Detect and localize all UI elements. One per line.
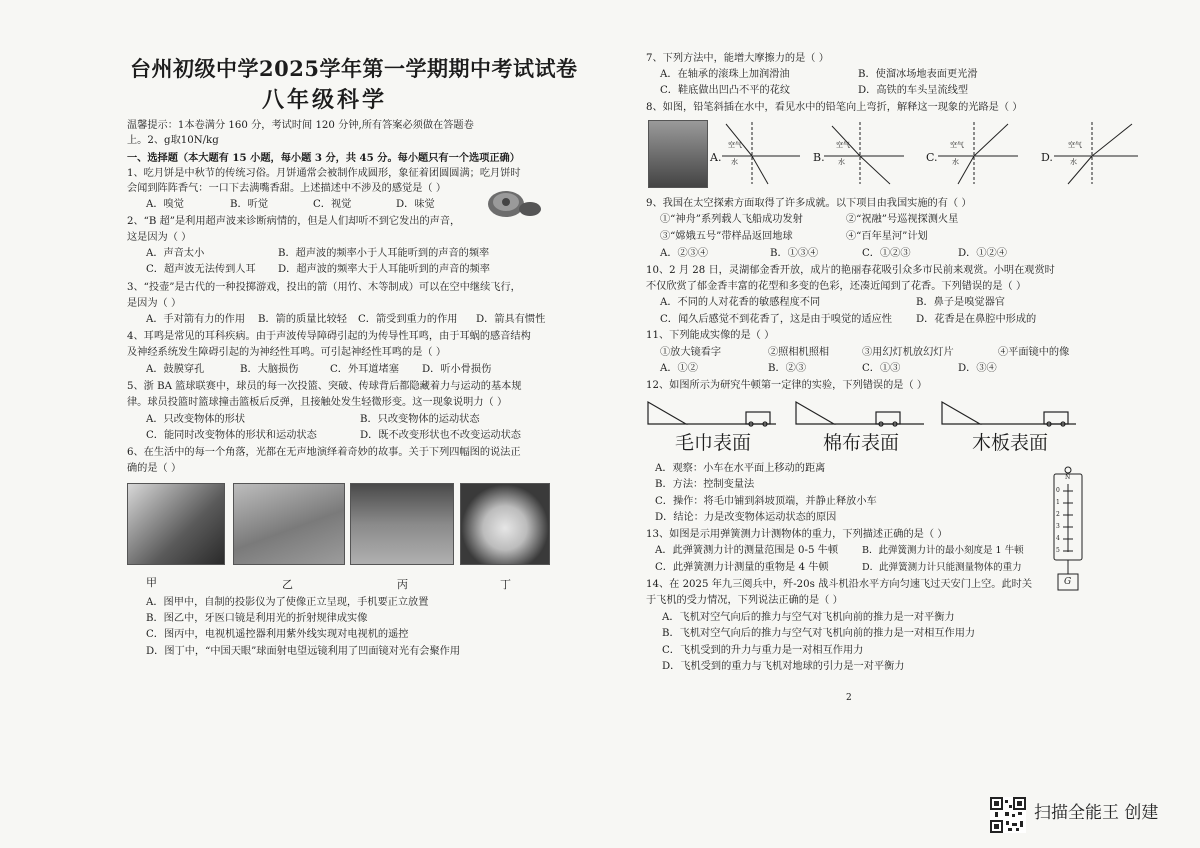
q6-option-b: B．图乙中，牙医口镜是利用光的折射规律成实像 bbox=[146, 613, 368, 624]
q12-option-a: A．观察：小车在水平面上移动的距离 bbox=[655, 463, 826, 474]
scale-tick-5: 5 bbox=[1056, 547, 1060, 554]
q9-option-a: A．②③④ bbox=[660, 248, 709, 259]
q13-option-d: D．此弹簧测力计只能测量物体的重力 bbox=[862, 562, 1022, 573]
q7-option-c: C．鞋底做出凹凸不平的花纹 bbox=[660, 85, 791, 96]
q3-option-b: B．箭的质量比较轻 bbox=[258, 314, 347, 325]
surface-cotton-label: 棉布表面 bbox=[823, 432, 900, 454]
q5-option-c: C．能同时改变物体的形状和运动状态 bbox=[146, 430, 317, 441]
q5-option-b: B．只改变物体的运动状态 bbox=[360, 414, 480, 425]
scanner-watermark: 扫描全能王 创建 bbox=[1034, 803, 1159, 823]
q2-option-d: D．超声波的频率大于人耳能听到的声音的频率 bbox=[278, 264, 490, 275]
q8-water-label-c: 水 bbox=[952, 158, 959, 166]
q1-option-d: D．味觉 bbox=[396, 199, 435, 210]
q8-water-label-d: 水 bbox=[1070, 158, 1077, 166]
q7-stem: 7、下列方法中，能增大摩擦力的是（ ） bbox=[646, 53, 829, 64]
q3-option-c: C．箭受到重力的作用 bbox=[358, 314, 458, 325]
mooncake-image bbox=[484, 186, 544, 220]
q8-stem: 8、如图，铅笔斜插在水中，看见水中的铅笔向上弯折，解释这一现象的光路是（ ） bbox=[646, 102, 1023, 113]
q12-ramp-diagrams bbox=[646, 398, 1096, 428]
q14-option-d: D．飞机受到的重力与飞机对地球的引力是一对平衡力 bbox=[662, 661, 905, 672]
q4-line-2: 及神经系统发生障碍引起的为神经性耳鸣。可引起神经性耳鸣的是（ ） bbox=[127, 347, 447, 358]
q2-line-1: 2、“B 超”是利用超声波来诊断病情的，但是人们却听不到它发出的声音， bbox=[127, 216, 461, 227]
q2-option-c: C．超声波无法传到人耳 bbox=[146, 264, 256, 275]
q5-option-d: D．既不改变形状也不改变运动状态 bbox=[360, 430, 521, 441]
q8-air-label-c: 空气 bbox=[950, 141, 964, 149]
q14-line-1: 14、在 2025 年九三阅兵中，歼-20s 战斗机沿水平方向匀速飞过天安门上空。此时关 bbox=[646, 579, 1033, 590]
q4-option-c: C．外耳道堵塞 bbox=[330, 364, 399, 375]
q6-line-1: 6、在生活中的每一个角落，光都在无声地演绎着奇妙的故事。关于下列四幅图的说法正 bbox=[127, 447, 521, 458]
q7-option-b: B．使溜冰场地表面更光滑 bbox=[858, 69, 978, 80]
scale-tick-0: 0 bbox=[1056, 487, 1060, 494]
q1-option-a: A．嗅觉 bbox=[146, 199, 184, 210]
q9-item-1: ①“神舟”系列载人飞船成功发射 bbox=[660, 214, 803, 225]
q9-item-2: ②“祝融”号巡视探测火星 bbox=[846, 214, 959, 225]
q10-option-d: D．花香是在鼻腔中形成的 bbox=[916, 314, 1037, 325]
exam-title: 台州初级中学2025学年第一学期期中考试试卷 bbox=[130, 56, 578, 81]
caption-yi: 乙 bbox=[282, 578, 293, 591]
q3-line-2: 是因为（ ） bbox=[127, 298, 182, 309]
q8-air-label-a: 空气 bbox=[728, 141, 742, 149]
q6-option-a: A．图甲中，自制的投影仪为了使像正立呈现，手机要正立放置 bbox=[146, 597, 429, 608]
q10-line-1: 10、2 月 28 日，灵湖郁金香开放，成片的艳丽春花吸引众多市民前来观赏。小明在观赏时 bbox=[646, 265, 1055, 276]
right-page bbox=[600, 0, 1200, 848]
q2-option-a: A．声音太小 bbox=[146, 248, 205, 259]
q13-stem: 13、如图是示用弹簧测力计测物体的重力，下列描述正确的是（ ） bbox=[646, 529, 948, 540]
surface-wood-label: 木板表面 bbox=[972, 432, 1049, 454]
q11-stem: 11、下列能成实像的是（ ） bbox=[646, 330, 775, 341]
pencil-in-water-photo bbox=[648, 120, 708, 188]
q8-letter-a: A. bbox=[710, 151, 722, 164]
q12-option-d: D．结论：力是改变物体运动状态的原因 bbox=[655, 512, 837, 523]
caption-jia: 甲 bbox=[146, 576, 157, 589]
q9-item-4: ④“百年星河”计划 bbox=[846, 231, 928, 242]
scale-tick-2: 2 bbox=[1056, 511, 1060, 518]
q9-option-c: C．①②③ bbox=[862, 248, 911, 259]
q14-option-c: C．飞机受到的升力与重力是一对相互作用力 bbox=[662, 645, 864, 656]
q8-letter-c: C. bbox=[926, 151, 938, 164]
q11-item-1: ①放大镜看字 bbox=[660, 347, 722, 358]
photo-jia-projector bbox=[127, 483, 225, 565]
q11-item-3: ③用幻灯机放幻灯片 bbox=[862, 347, 954, 358]
q5-line-1: 5、浙 BA 篮球联赛中，球员的每一次投篮、突破、传球背后都隐藏着力与运动的基本规 bbox=[127, 381, 522, 392]
note-line-2: 上。2、g取10N/kg bbox=[127, 135, 219, 146]
q11-option-a: A．①② bbox=[660, 363, 698, 374]
q4-option-a: A．鼓膜穿孔 bbox=[146, 364, 205, 375]
q14-option-a: A．飞机对空气向后的推力与空气对飞机向前的推力是一对平衡力 bbox=[662, 612, 955, 623]
q14-option-b: B．飞机对空气向后的推力与空气对飞机向前的推力是一对相互作用力 bbox=[662, 628, 976, 639]
q11-item-2: ②照相机照相 bbox=[768, 347, 830, 358]
caption-ding: 丁 bbox=[500, 578, 511, 591]
q12-stem: 12、如图所示为研究牛顿第一定律的实验，下列错误的是（ ） bbox=[646, 380, 928, 391]
q9-option-d: D．①②④ bbox=[958, 248, 1007, 259]
q8-letter-b: B. bbox=[813, 151, 825, 164]
q9-stem: 9、我国在太空探索方面取得了许多成就。以下项目由我国实施的有（ ） bbox=[646, 198, 972, 209]
q10-line-2: 不仅欣赏了郁金香丰富的花型和多变的色彩，还凑近闻到了花香。下列错误的是（ ） bbox=[646, 281, 1027, 292]
qr-code-icon bbox=[990, 797, 1026, 833]
q12-option-c: C．操作：将毛巾铺到斜坡顶端，并静止释放小车 bbox=[655, 496, 877, 507]
q1-option-c: C．视觉 bbox=[313, 199, 352, 210]
q8-air-label-d: 空气 bbox=[1068, 141, 1082, 149]
exam-subtitle: 八年级科学 bbox=[262, 87, 388, 113]
q2-option-b: B．超声波的频率小于人耳能听到的声音的频率 bbox=[278, 248, 490, 259]
scale-tick-4: 4 bbox=[1056, 535, 1060, 542]
photo-ding-fast-telescope bbox=[460, 483, 550, 565]
surface-towel-label: 毛巾表面 bbox=[675, 432, 752, 454]
photo-bing-remote bbox=[350, 483, 454, 565]
q9-item-3: ③“嫦娥五号”带样品返回地球 bbox=[660, 231, 793, 242]
q10-option-c: C．闻久后感觉不到花香了，这是由于嗅觉的适应性 bbox=[660, 314, 892, 325]
q8-letter-d: D. bbox=[1041, 151, 1053, 164]
q1-line-1: 1、吃月饼是中秋节的传统习俗。月饼通常会被制作成圆形，象征着团圆圆满；吃月饼时 bbox=[127, 168, 521, 179]
q11-item-4: ④平面镜中的像 bbox=[998, 347, 1070, 358]
q3-option-a: A．手对箭有力的作用 bbox=[146, 314, 246, 325]
q10-option-a: A．不同的人对花香的敏感程度不同 bbox=[660, 297, 821, 308]
q13-option-b: B．此弹簧测力计的最小刻度是 1 牛顿 bbox=[862, 545, 1024, 556]
q13-option-a: A．此弹簧测力计的测量范围是 0-5 牛顿 bbox=[655, 545, 839, 556]
q13-option-c: C．此弹簧测力计测量的重物是 4 牛顿 bbox=[655, 562, 829, 573]
q8-water-label-a: 水 bbox=[731, 158, 738, 166]
q1-option-b: B．听觉 bbox=[230, 199, 269, 210]
q6-option-c: C．图丙中，电视机遥控器利用紫外线实现对电视机的遥控 bbox=[146, 629, 409, 640]
q4-option-b: B．大脑损伤 bbox=[240, 364, 299, 375]
q5-option-a: A．只改变物体的形状 bbox=[146, 414, 246, 425]
q2-line-2: 这是因为（ ） bbox=[127, 232, 192, 243]
q4-option-d: D．听小骨损伤 bbox=[422, 364, 492, 375]
q14-line-2: 于飞机的受力情况，下列说法正确的是（ ） bbox=[646, 595, 843, 606]
q10-option-b: B．鼻子是嗅觉器官 bbox=[916, 297, 1005, 308]
scale-unit-label: N bbox=[1065, 474, 1071, 481]
q8-air-label-b: 空气 bbox=[836, 141, 850, 149]
q7-option-d: D．高铁的车头呈流线型 bbox=[858, 85, 969, 96]
scale-weight-label: G bbox=[1064, 577, 1072, 587]
q6-line-2: 确的是（ ） bbox=[127, 463, 182, 474]
section-heading: 一、选择题（本大题有 15 小题，每小题 3 分，共 45 分。每小题只有一个选项正确） bbox=[127, 152, 520, 164]
scale-tick-1: 1 bbox=[1056, 499, 1060, 506]
page-number: 2 bbox=[846, 693, 852, 703]
q6-option-d: D．图丁中，“中国天眼”球面射电望远镜利用了凹面镜对光有会聚作用 bbox=[146, 646, 461, 657]
photo-yi-dental-mirror bbox=[233, 483, 345, 565]
note-line-1: 温馨提示：1本卷满分 160 分，考试时间 120 分钟,所有答案必须做在答题卷 bbox=[127, 120, 474, 131]
q11-option-d: D．③④ bbox=[958, 363, 997, 374]
q8-water-label-b: 水 bbox=[838, 158, 845, 166]
q5-line-2: 律。球员投篮时篮球撞击篮板后反弹，且接触处发生轻微形变。这一现象说明力（ ） bbox=[127, 397, 508, 408]
caption-bing: 丙 bbox=[397, 578, 408, 591]
q3-line-1: 3、“投壶”是古代的一种投掷游戏，投出的箭（用竹、木等制成）可以在空中继续飞行， bbox=[127, 282, 521, 293]
q3-option-d: D．箭具有惯性 bbox=[476, 314, 546, 325]
q12-option-b: B．方法：控制变量法 bbox=[655, 479, 755, 490]
q7-option-a: A．在轴承的滚珠上加润滑油 bbox=[660, 69, 790, 80]
q9-option-b: B．①③④ bbox=[770, 248, 819, 259]
q1-line-2: 会闻到阵阵香气：一口下去满嘴香甜。上述描述中不涉及的感觉是（ ） bbox=[127, 183, 447, 194]
q4-line-1: 4、耳鸣是常见的耳科疾病。由于声波传导障碍引起的为传导性耳鸣，由于耳蜗的感音结构 bbox=[127, 331, 531, 342]
q8-ray-diagrams bbox=[708, 118, 1178, 188]
scale-tick-3: 3 bbox=[1056, 523, 1060, 530]
q11-option-c: C．①③ bbox=[862, 363, 901, 374]
q11-option-b: B．②③ bbox=[768, 363, 807, 374]
